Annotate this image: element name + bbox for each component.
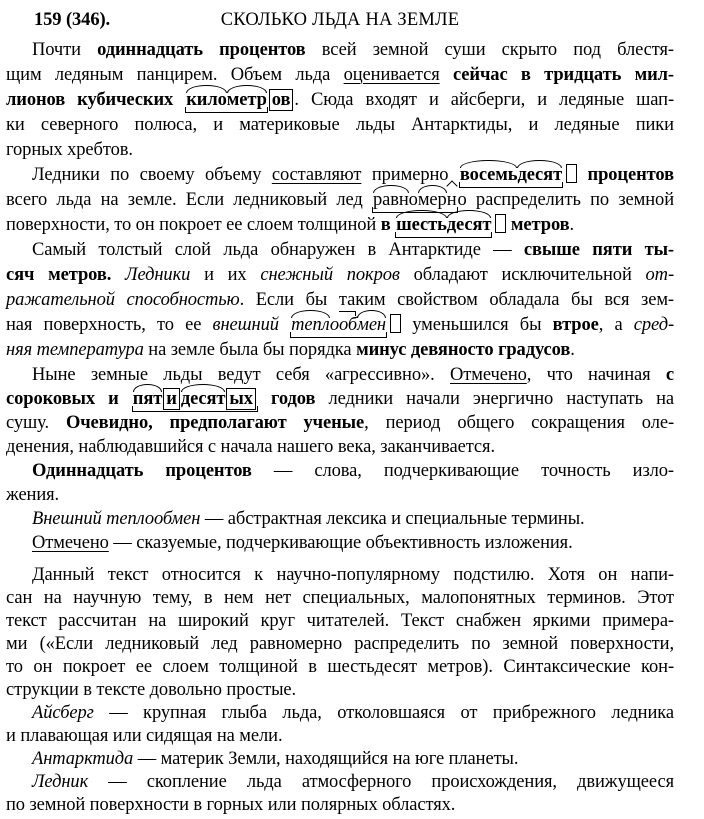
connecting-vowel: о — [329, 315, 339, 335]
morpheme-word-shestdesyat — [395, 215, 506, 235]
root-arc: тепл — [291, 315, 330, 335]
morpheme-word-pyatidesyatykh — [132, 389, 258, 409]
text-line — [6, 725, 674, 748]
paragraph-3 — [6, 238, 674, 363]
text-segment: примерно — [361, 165, 459, 185]
text-segment: распределить по земной — [466, 190, 674, 210]
text-line — [6, 679, 674, 702]
text-line — [6, 363, 674, 387]
paragraph-4 — [6, 363, 674, 459]
root-arc: шесть — [396, 215, 447, 235]
text-segment: . — [570, 340, 575, 360]
text-line — [6, 238, 674, 263]
bold-text: втрое — [552, 315, 599, 335]
text-line — [6, 748, 674, 771]
text-segment: на земле была бы порядка — [143, 340, 357, 360]
text-segment: , что начиная — [526, 365, 666, 385]
italic-text: няя температура — [6, 340, 144, 360]
connecting-vowel: о — [408, 190, 418, 210]
text-segment: . Если бы таким свойством обладала бы вся зем- — [239, 290, 674, 310]
text-segment: ки северного полюса, и материковые льды Антарктиды, и ледяные пики — [6, 115, 674, 135]
word-base-bracket — [132, 389, 258, 409]
text-line — [6, 163, 674, 188]
text-line — [6, 138, 674, 163]
italic-text: Ледник — [32, 772, 89, 792]
text-segment: уменьшился бы — [401, 315, 553, 335]
italic-text: Внешний теплообмен — [32, 509, 201, 529]
text-segment: Данный текст относится к научно-популярному подстилю. Хотя он напи- — [32, 565, 674, 585]
text-segment: струкции в тексте довольно простые. — [6, 680, 297, 700]
text-segment: жения. — [6, 485, 60, 505]
bold-text: сороковых и — [6, 389, 132, 409]
text-line — [6, 531, 674, 555]
paragraph-2 — [6, 163, 674, 238]
text-segment: — скопление льда атмосферного происхождения, движущееся — [88, 772, 674, 792]
text-line — [6, 88, 674, 113]
underlined-word: составляют — [271, 165, 362, 185]
text-line — [6, 702, 674, 725]
zero-ending-box — [390, 314, 401, 333]
bold-text: в — [380, 215, 396, 235]
italic-text: от- — [645, 265, 675, 285]
text-segment: — материк Земли, находящийся на юге планеты. — [133, 749, 519, 769]
text-segment: и их — [190, 265, 261, 285]
text-segment: текст рассчитан на широкий круг читателей. Текст снабжен яркими примера- — [6, 611, 674, 631]
paragraph-10 — [6, 748, 674, 771]
word-base-bracket — [290, 315, 387, 335]
text-segment: — сказуемые, подчеркивающие объективность изложения. — [108, 533, 573, 553]
paragraph-5 — [6, 459, 674, 507]
root-arc: восемь — [459, 165, 518, 185]
text-line — [6, 38, 674, 63]
bold-text: годов — [257, 389, 316, 409]
text-line — [6, 564, 674, 587]
bold-text: процентов — [577, 165, 674, 185]
italic-text: сред- — [633, 315, 675, 335]
text-line — [6, 587, 674, 610]
text-section-bottom — [6, 564, 674, 817]
text-segment: Ныне земные льды ведут себя «агрессивно». — [32, 365, 450, 385]
text-segment: денения, наблюдавшийся с начала нашего века, заканчивается. — [6, 437, 495, 457]
text-line — [6, 435, 674, 459]
bold-text: сейчас в тридцать мил- — [439, 65, 674, 85]
text-line — [6, 387, 674, 411]
text-segment: — абстрактная лексика и специальные термины. — [200, 509, 585, 529]
paragraph-1 — [6, 38, 674, 163]
text-segment: Самый толстый слой льда обнаружен в Антарктиде — — [32, 240, 524, 260]
text-segment: — крупная глыба льда, отколовшаяся от прибрежного ледника — [93, 703, 674, 723]
bold-text: свыше пяти ты- — [523, 240, 674, 260]
text-segment: сан на научную тему, в нем нет специальных, малопонятных терминов. Этот — [6, 588, 674, 608]
text-line — [6, 213, 674, 238]
root-arc: кило — [186, 90, 227, 110]
root-arc: равн — [372, 190, 409, 210]
text-section-top — [6, 38, 674, 363]
text-segment: о — [457, 190, 467, 210]
word-base-bracket — [185, 90, 268, 110]
bold-text: минус девяносто градусов — [356, 340, 571, 360]
morpheme-word-ravnomerno — [372, 190, 467, 210]
paragraph-8 — [6, 564, 674, 702]
bold-text: одиннадцать процентов — [97, 40, 306, 60]
morpheme-word-vosemdesyat — [459, 165, 577, 185]
text-line — [6, 288, 674, 313]
italic-text: ражательной способностью — [6, 290, 240, 310]
bold-text: метров — [506, 215, 570, 235]
root-arc: мен — [357, 315, 387, 335]
text-section-middle — [6, 363, 674, 555]
italic-text: Айсберг — [32, 703, 94, 723]
text-segment: поверхности, то он покроет ее слоем толщиной — [6, 215, 381, 235]
ending-box: ых — [226, 388, 256, 410]
italic-text: Ледники — [111, 265, 191, 285]
text-segment: обладают исключительной — [399, 265, 646, 285]
paragraph-7 — [6, 531, 674, 555]
ending-box: ов — [269, 89, 294, 111]
text-segment: горных хребтов. — [6, 140, 133, 160]
italic-text: внешний — [212, 315, 291, 335]
word-base-bracket — [372, 190, 458, 210]
morpheme-word-teploobmen — [290, 315, 401, 335]
text-line — [6, 771, 674, 794]
text-line — [6, 313, 674, 338]
bold-text: Одиннадцать процентов — [32, 461, 252, 481]
text-segment: — слова, подчеркивающие точность изло- — [251, 461, 674, 481]
paragraph-9 — [6, 702, 674, 748]
text-line — [6, 338, 674, 363]
suffix-caret: н — [446, 190, 457, 210]
bold-text: с — [665, 365, 674, 385]
root-arc: десят — [180, 389, 226, 409]
paragraph-11 — [6, 771, 674, 817]
text-segment: ледники начали энергично наступать на — [315, 389, 675, 409]
morpheme-word-kilometrov — [185, 90, 294, 110]
text-line — [6, 188, 674, 213]
underlined-word: Отмечено — [32, 533, 109, 553]
text-segment: ми («Если ледниковый лед равномерно распределить по земной поверхности, — [6, 634, 674, 654]
bold-text: сяч метров. — [6, 265, 112, 285]
exercise-header — [6, 6, 674, 34]
text-segment: и плавающая или сидящая на мели. — [6, 726, 283, 746]
root-arc: пят — [132, 389, 163, 409]
text-segment: ная поверхность, то ее — [6, 315, 213, 335]
text-segment: то он покроет ее слоем толщиной в шестьдесят метров). Синтаксические кон- — [6, 657, 674, 677]
underlined-word: оценивается — [343, 65, 440, 85]
text-line — [6, 63, 674, 88]
italic-text: Антарктида — [32, 749, 134, 769]
text-line — [6, 507, 674, 531]
italic-text: снежный покров — [260, 265, 400, 285]
root-arc: метр — [226, 90, 267, 110]
word-base-bracket — [459, 165, 563, 185]
exercise-number: 159 (346). — [34, 10, 111, 30]
underlined-word: Отмечено — [450, 365, 527, 385]
text-line — [6, 610, 674, 633]
text-line — [6, 633, 674, 656]
text-line — [6, 483, 674, 507]
text-segment: всей земной суши скрыто под блестя- — [305, 40, 674, 60]
text-line — [6, 459, 674, 483]
text-segment: . — [569, 215, 575, 235]
root-arc: мер — [417, 190, 447, 210]
page-title: СКОЛЬКО ЛЬДА НА ЗЕМЛЕ — [220, 10, 460, 30]
text-segment: , период общего сокращения оле- — [364, 413, 675, 433]
prefix-mark: об — [338, 315, 358, 335]
text-line — [6, 411, 674, 435]
text-segment: Почти — [32, 40, 98, 60]
text-segment: . Сюда входят и айсберги, и ледяные шап- — [294, 90, 674, 110]
root-arc: десят — [517, 165, 563, 185]
zero-ending-box — [566, 164, 577, 183]
text-line — [6, 656, 674, 679]
text-line — [6, 113, 674, 138]
text-segment: по земной поверхности в горных или полярных областях. — [6, 795, 456, 815]
text-segment: , а — [598, 315, 634, 335]
text-segment: Ледники по своему объему — [32, 165, 272, 185]
text-line — [6, 794, 674, 817]
ending-box: и — [163, 388, 180, 410]
text-segment: щим ледяным панцирем. Объем льда — [6, 65, 344, 85]
text-segment: всего льда на земле. Если ледниковый лед — [6, 190, 372, 210]
text-segment: сушу. — [6, 413, 66, 433]
word-base-bracket — [395, 215, 492, 235]
bold-text: лионов кубических — [6, 90, 186, 110]
zero-ending-box — [495, 214, 506, 233]
root-arc: десят — [446, 215, 492, 235]
bold-text: Очевидно, предполагают ученые — [65, 413, 365, 433]
paragraph-6 — [6, 507, 674, 531]
text-line — [6, 263, 674, 288]
